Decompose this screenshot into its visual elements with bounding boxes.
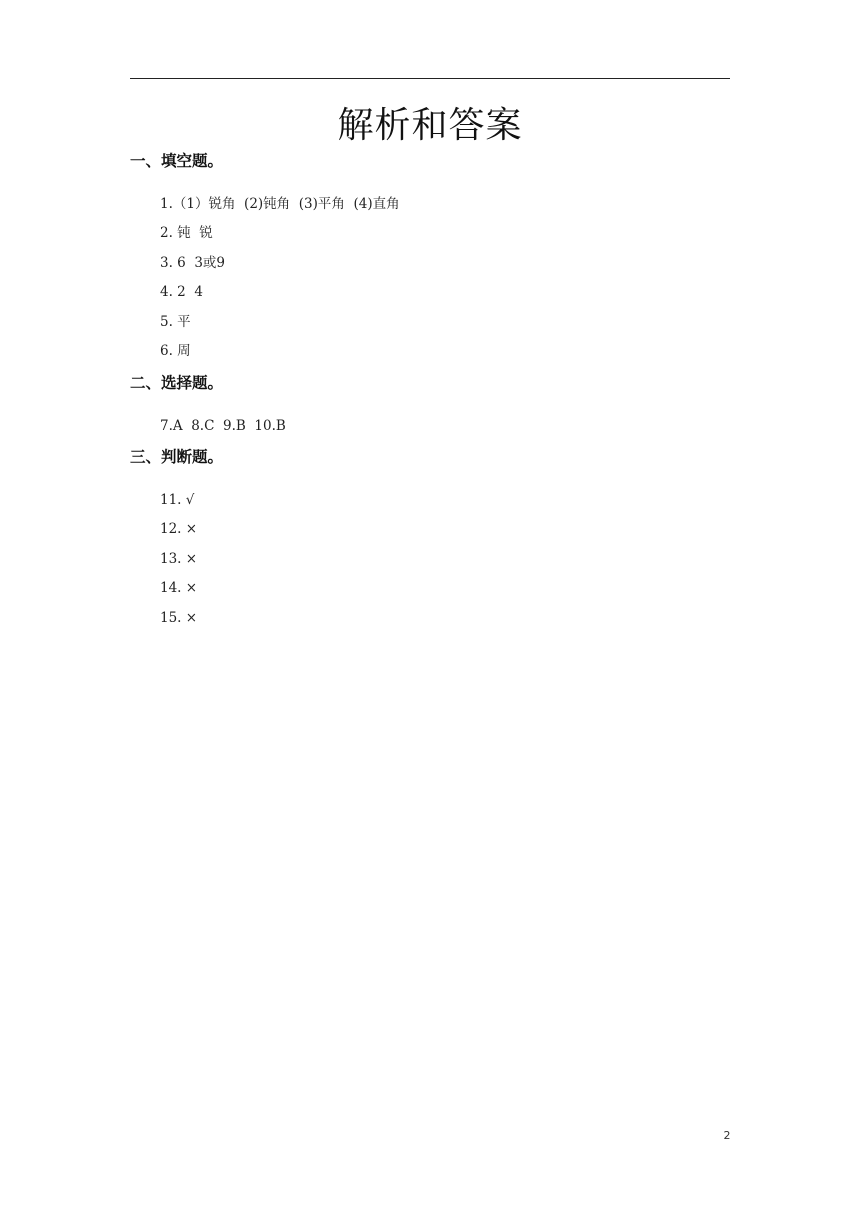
section-heading-fill-in: 一、填空题。 — [130, 152, 224, 170]
answer-item: 3. 6 3或9 — [160, 255, 226, 271]
page-title: 解析和答案 — [337, 105, 523, 146]
answer-item: 15. × — [160, 610, 198, 626]
answer-item: 11. √ — [160, 492, 195, 508]
answer-item: 12. × — [160, 521, 198, 537]
answer-item: 6. 周 — [160, 343, 191, 359]
answer-item: 14. × — [160, 580, 198, 596]
answer-item: 13. × — [160, 551, 198, 567]
answer-item: 2. 钝 锐 — [160, 225, 213, 241]
answer-item: 1.（1）锐角 (2)钝角 (3)平角 (4)直角 — [160, 196, 400, 212]
header-rule — [130, 78, 730, 79]
page-number: 2 — [723, 1129, 731, 1142]
section-heading-multiple-choice: 二、选择题。 — [130, 374, 224, 392]
answer-item: 4. 2 4 — [160, 284, 203, 300]
section-heading-true-false: 三、判断题。 — [130, 448, 224, 466]
answer-item: 5. 平 — [160, 314, 191, 330]
answer-item: 7.A 8.C 9.B 10.B — [160, 418, 286, 434]
